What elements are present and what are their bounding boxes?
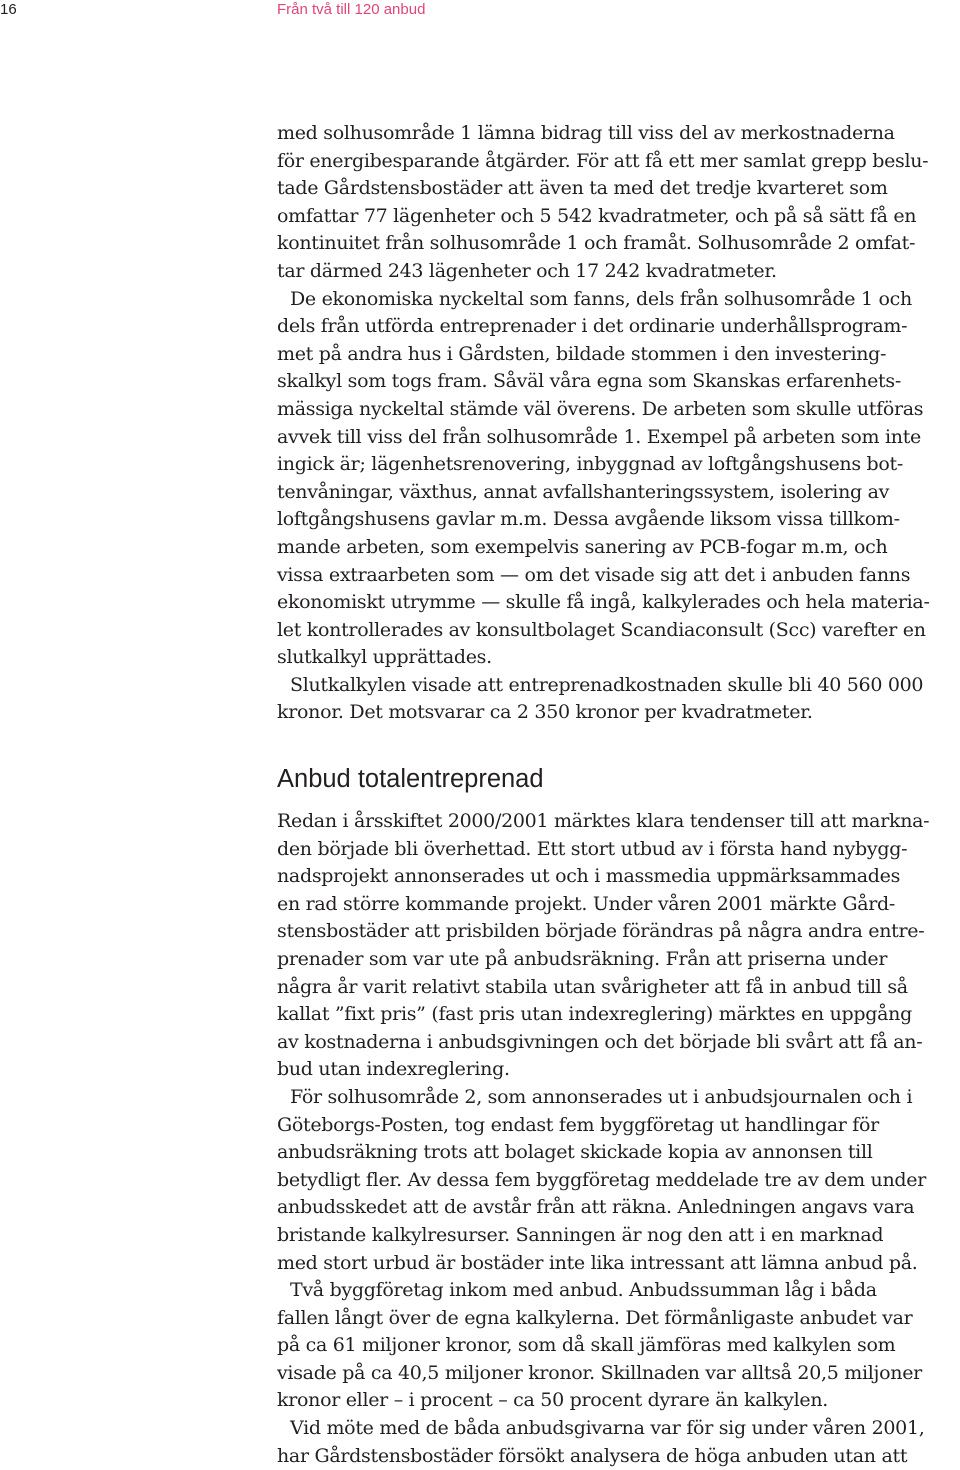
text-line: bristande kalkylresurser. Sanningen är nog den att i en marknad <box>277 1223 884 1246</box>
text-line: en rad större kommande projekt. Under våren 2001 märkte Gård- <box>277 892 896 915</box>
text-line: nadsprojekt annonserades ut och i massmedia uppmärksammades <box>277 865 901 888</box>
text-line: tar därmed 243 lägenheter och 17 242 kvadratmeter. <box>277 259 777 282</box>
text-line: ingick är; lägenhetsrenovering, inbyggnad av loftgångshusens bot- <box>277 453 904 476</box>
text-line: mässiga nyckeltal stämde väl överens. De arbeten som skulle utföras <box>277 397 924 420</box>
text-line: anbudsräkning trots att bolaget skickade kopia av annonsen till <box>277 1141 873 1164</box>
text-line: Slutkalkylen visade att entreprenadkostnaden skulle bli 40 560 000 <box>290 673 924 696</box>
text-line: tenvåningar, växthus, annat avfallshanteringssystem, isolering av <box>277 480 890 503</box>
text-line: på ca 61 miljoner kronor, som då skall jämföras med kalkylen som <box>277 1334 896 1357</box>
text-line: vissa extraarbeten som — om det visade sig att det i anbuden fanns <box>277 563 911 586</box>
text-line: betydligt fler. Av dessa fem byggföretag meddelade tre av dem under <box>277 1168 926 1191</box>
text-line: för energibesparande åtgärder. För att få ett mer samlat grepp beslu- <box>277 149 929 172</box>
text-line: några år varit relativt stabila utan svårigheter att få in anbud till så <box>277 975 908 998</box>
text-line: Redan i årsskiftet 2000/2001 märktes klara tendenser till att markna- <box>277 810 930 832</box>
text-line: loftgångshusens gavlar m.m. Dessa avgående liksom vissa tillkom- <box>277 508 900 531</box>
text-line: avvek till viss del från solhusområde 1. Exempel på arbeten som inte <box>277 425 921 448</box>
text-line: tade Gårdstensbostäder att även ta med det tredje kvarteret som <box>277 177 888 200</box>
text-line: med solhusområde 1 lämna bidrag till viss del av merkostnaderna <box>277 122 895 144</box>
running-header <box>0 0 960 30</box>
text-line: kronor eller – i procent – ca 50 procent dyrare än kalkylen. <box>277 1389 829 1412</box>
section-1-body <box>277 120 930 727</box>
text-line: skalkyl som togs fram. Såväl våra egna som Skanskas erfarenhets- <box>277 370 901 393</box>
text-line: fallen långt över de egna kalkylerna. Det förmånligaste anbudet var <box>277 1306 913 1329</box>
text-line: slutkalkyl upprättades. <box>277 646 492 669</box>
text-line: av kostnaderna i anbudsgivningen och det började bli svårt att få an- <box>277 1030 923 1053</box>
text-line: let kontrollerades av konsultbolaget Scandiaconsult (Scc) varefter en <box>277 618 926 641</box>
text-line: prenader som var ute på anbudsräkning. Från att priserna under <box>277 947 888 970</box>
text-line: kallat ”fixt pris” (fast pris utan indexreglering) märktes en uppgång <box>277 1003 912 1026</box>
page-number: 16 <box>0 1 17 18</box>
text-line: dels från utförda entreprenader i det ordinarie underhållsprogram- <box>277 315 908 338</box>
text-line: mande arbeten, som exempelvis sanering av PCB-fogar m.m, och <box>277 535 888 558</box>
text-line: med stort urbud är bostäder inte lika intressant att lämna anbud på. <box>277 1251 918 1274</box>
text-line: met på andra hus i Gårdsten, bildade stommen i den investering- <box>277 342 887 365</box>
running-title: Från två till 120 anbud <box>277 1 426 18</box>
text-line: den började bli överhettad. Ett stort utbud av i första hand nybygg- <box>277 837 908 860</box>
text-line: De ekonomiska nyckeltal som fanns, dels från solhusområde 1 och <box>290 287 912 310</box>
text-line: Två byggföretag inkom med anbud. Anbudssumman låg i båda <box>290 1279 877 1302</box>
text-line: har Gårdstensbostäder försökt analysera de höga anbuden utan att <box>277 1444 908 1467</box>
text-line: För solhusområde 2, som annonserades ut i anbudsjournalen och i <box>290 1085 913 1108</box>
section-heading: Anbud totalentreprenad <box>277 765 544 793</box>
text-line: kronor. Det motsvarar ca 2 350 kronor per kvadratmeter. <box>277 701 813 724</box>
text-line: bud utan indexreglering. <box>277 1058 510 1081</box>
text-line: Göteborgs-Posten, tog endast fem byggföretag ut handlingar för <box>277 1113 879 1136</box>
text-line: visade på ca 40,5 miljoner kronor. Skillnaden var alltså 20,5 miljoner <box>277 1361 922 1384</box>
text-line: kontinuitet från solhusområde 1 och framåt. Solhusområde 2 omfat- <box>277 232 916 255</box>
text-line: omfattar 77 lägenheter och 5 542 kvadratmeter, och på så sätt få en <box>277 204 917 227</box>
text-line: Vid möte med de båda anbudsgivarna var för sig under våren 2001, <box>290 1417 925 1440</box>
text-line: ekonomiskt utrymme — skulle få ingå, kalkylerades och hela materia- <box>277 591 930 614</box>
text-line: stensbostäder att prisbilden började förändras på några andra entre- <box>277 920 925 943</box>
section-2-body <box>277 808 929 1470</box>
text-line: anbudsskedet att de avstår från att räkna. Anledningen angavs vara <box>277 1196 915 1219</box>
